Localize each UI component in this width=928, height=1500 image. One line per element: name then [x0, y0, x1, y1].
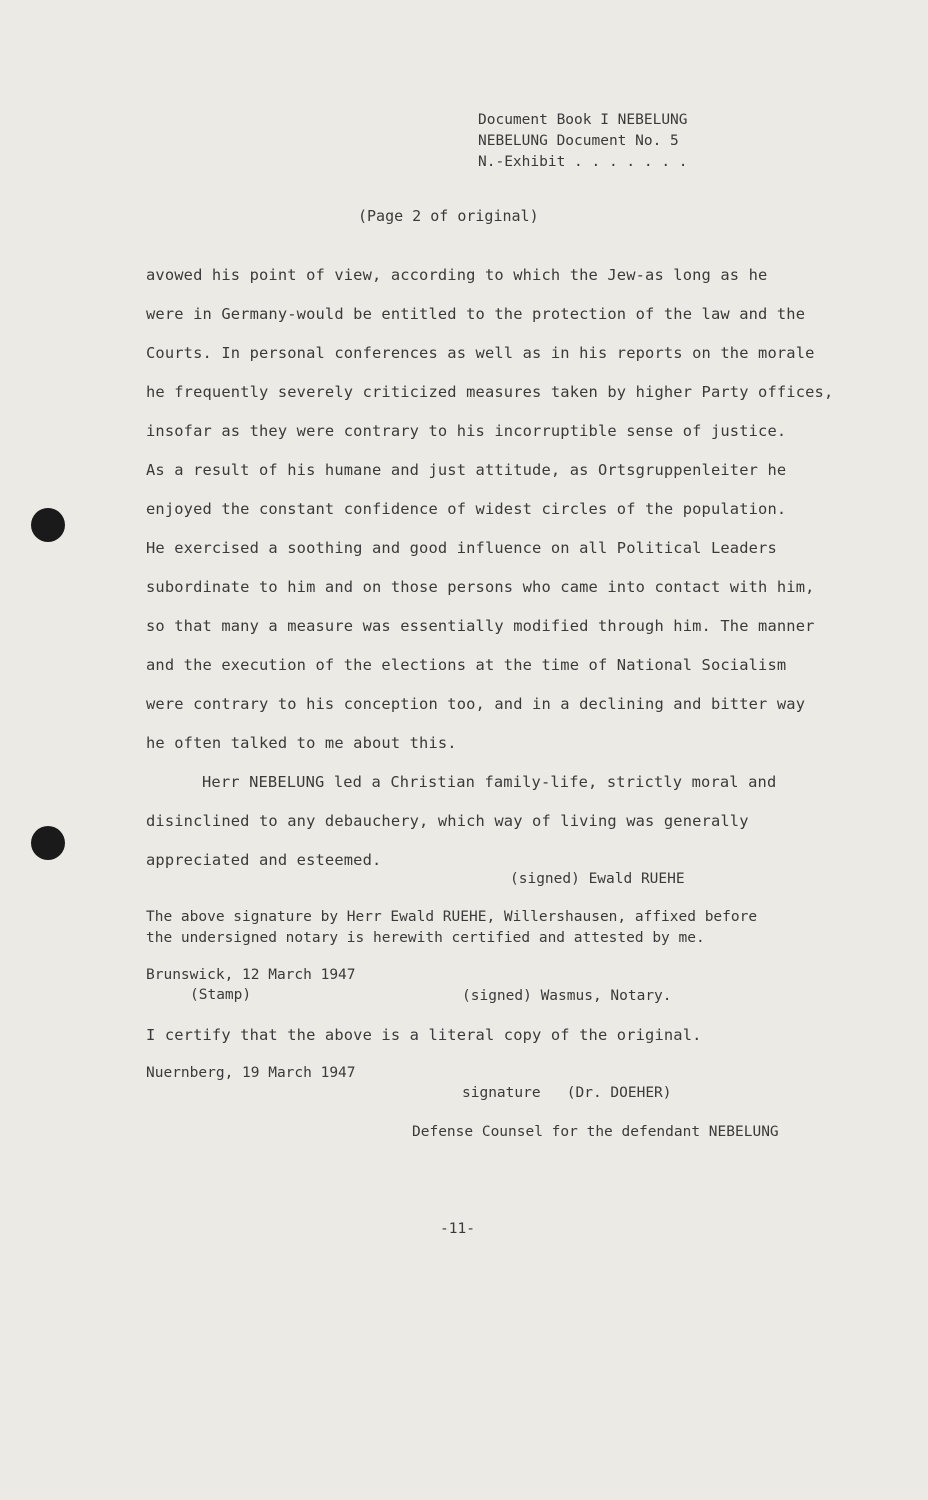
body-line: avowed his point of view, according to which the Jew-as long as he	[146, 266, 768, 284]
body-line: Courts. In personal conferences as well as in his reports on the morale	[146, 344, 815, 362]
body-line: insofar as they were contrary to his incorruptible sense of justice.	[146, 422, 787, 440]
copy-signature: signature (Dr. DOEHER)	[462, 1085, 672, 1101]
notary-place-date: Brunswick, 12 March 1947	[146, 967, 356, 983]
header-line: N.-Exhibit . . . . . . .	[478, 154, 688, 170]
body-line: disinclined to any debauchery, which way of living was generally	[146, 812, 749, 830]
certification-line: The above signature by Herr Ewald RUEHE, Willershausen, affixed before	[146, 909, 758, 925]
notary-signature: (signed) Wasmus, Notary.	[462, 988, 672, 1004]
copy-certification: I certify that the above is a literal copy of the original.	[146, 1026, 702, 1044]
page-reference: (Page 2 of original)	[358, 207, 539, 225]
stamp-note: (Stamp)	[190, 987, 252, 1003]
body-line: so that many a measure was essentially modified through him. The manner	[146, 617, 815, 635]
body-line: appreciated and esteemed.	[146, 851, 382, 869]
body-line: enjoyed the constant confidence of widest circles of the population.	[146, 500, 787, 518]
header-line: NEBELUNG Document No. 5	[478, 133, 679, 149]
defense-counsel-line: Defense Counsel for the defendant NEBELUNG	[412, 1124, 779, 1140]
body-line: were in Germany-would be entitled to the protection of the law and the	[146, 305, 806, 323]
body-line: subordinate to him and on those persons who came into contact with him,	[146, 578, 815, 596]
punch-hole-top	[31, 508, 65, 542]
body-line: He exercised a soothing and good influence on all Political Leaders	[146, 539, 777, 557]
witness-signature: (signed) Ewald RUEHE	[510, 871, 685, 887]
page-number: -11-	[440, 1221, 475, 1237]
header-line: Document Book I NEBELUNG	[478, 112, 688, 128]
body-line: As a result of his humane and just attitude, as Ortsgruppenleiter he	[146, 461, 787, 479]
body-line: he often talked to me about this.	[146, 734, 457, 752]
certification-line: the undersigned notary is herewith certified and attested by me.	[146, 930, 705, 946]
body-line: and the execution of the elections at the time of National Socialism	[146, 656, 787, 674]
copy-place-date: Nuernberg, 19 March 1947	[146, 1065, 356, 1081]
punch-hole-bottom	[31, 826, 65, 860]
body-line: were contrary to his conception too, and in a declining and bitter way	[146, 695, 806, 713]
body-line: he frequently severely criticized measures taken by higher Party offices,	[146, 383, 834, 401]
body-line: Herr NEBELUNG led a Christian family-life, strictly moral and	[202, 773, 777, 791]
